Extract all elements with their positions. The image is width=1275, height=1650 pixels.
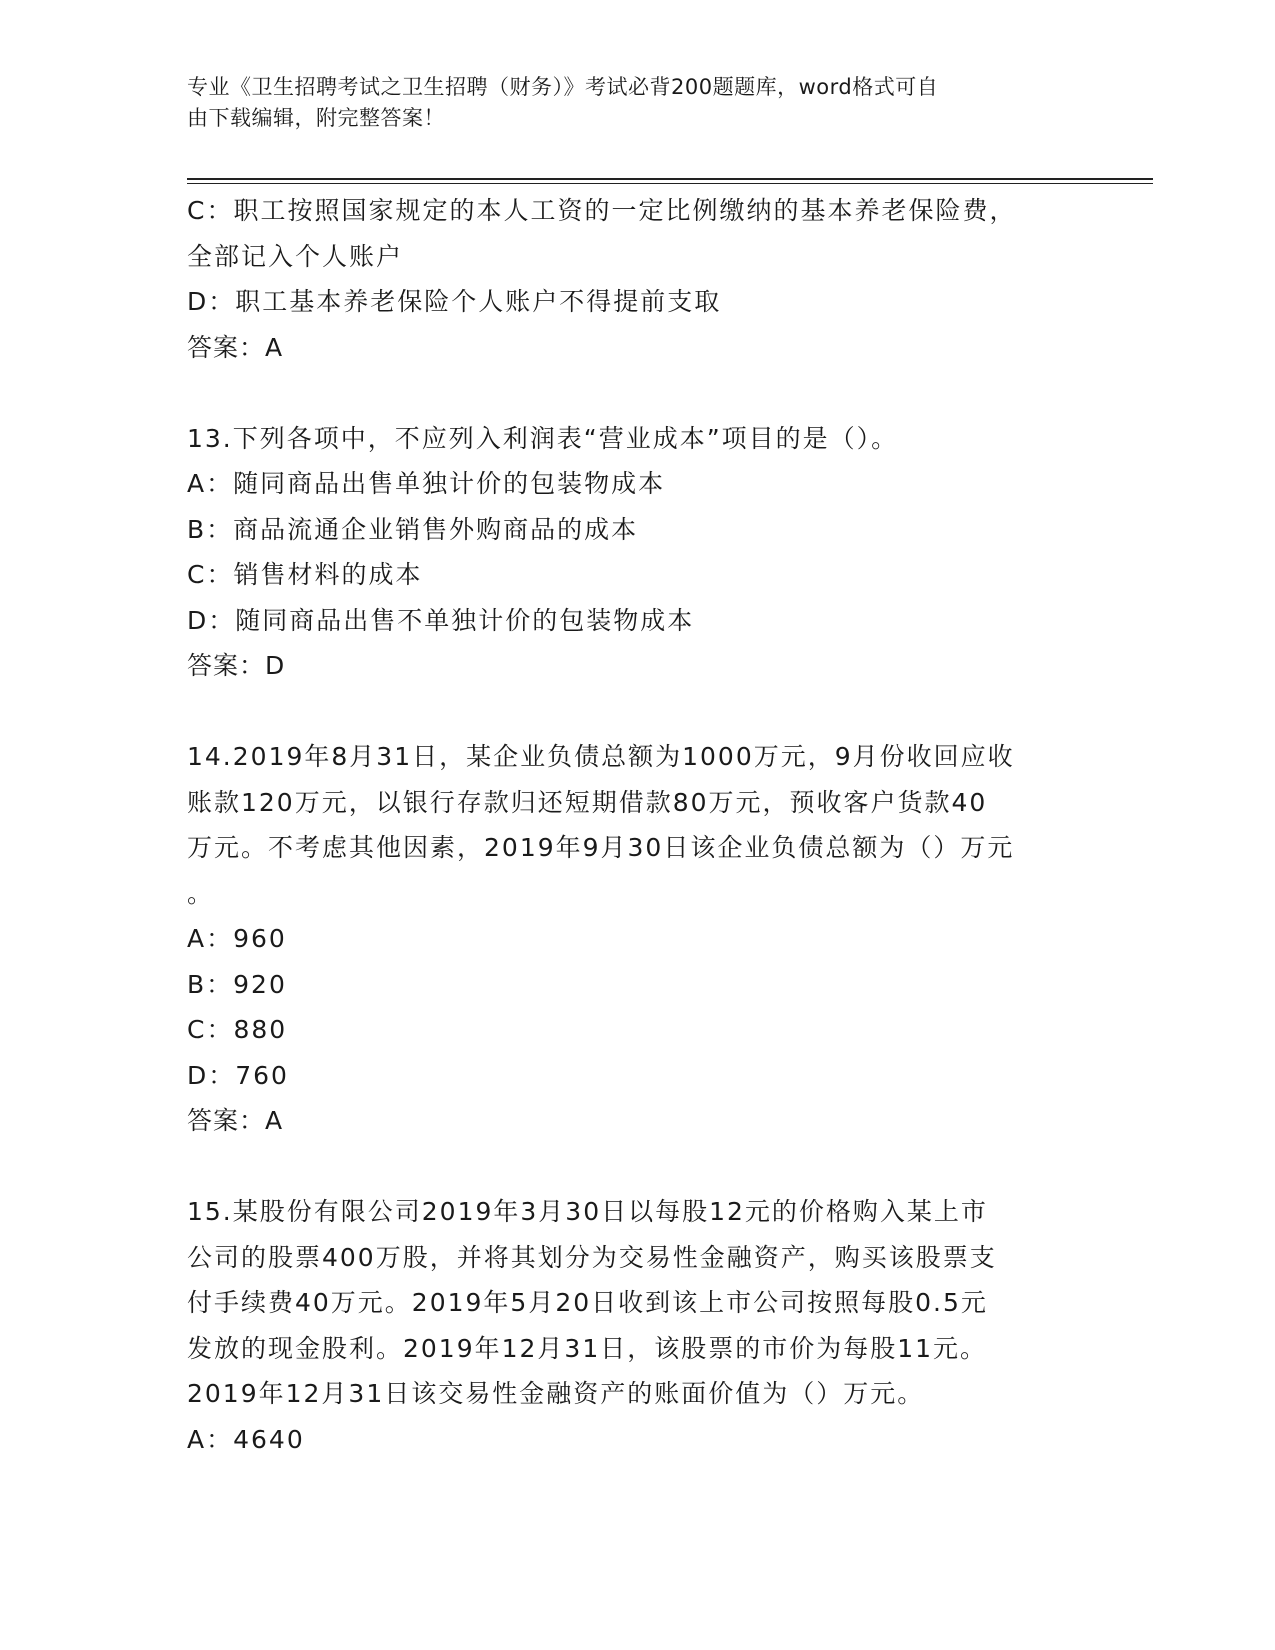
question-14 — [187, 734, 1087, 1144]
header-divider-thin — [187, 183, 1153, 184]
header-divider-thick — [187, 178, 1153, 180]
answer: 答案：A — [187, 332, 284, 362]
option-c: C：880 — [187, 1015, 288, 1044]
question-stem-line-4: 。 — [187, 878, 215, 908]
answer: 答案：D — [187, 651, 286, 680]
option-b: B：920 — [187, 969, 287, 999]
question-13 — [187, 416, 1087, 689]
question-stem-line-1: 15.某股份有限公司2019年3月30日以每股12元的价格购入某上市 — [187, 1197, 988, 1226]
spacer — [187, 370, 1087, 416]
option-b: B：商品流通企业销售外购商品的成本 — [187, 514, 639, 544]
option-a: A：4640 — [187, 1424, 305, 1454]
header-line-2: 由下载编辑，附完整答案！ — [187, 106, 445, 130]
question-stem-line-2: 账款120万元，以银行存款归还短期借款80万元，预收客户货款40 — [187, 787, 988, 817]
question-stem: 13.下列各项中，不应列入利润表“营业成本”项目的是（）。 — [187, 423, 899, 453]
question-stem-line-3: 万元。不考虑其他因素，2019年9月30日该企业负债总额为（）万元 — [187, 833, 1015, 862]
option-a: A：960 — [187, 924, 287, 953]
question-15 — [187, 1189, 1087, 1462]
document-body — [187, 188, 1087, 1462]
spacer — [187, 1144, 1087, 1190]
option-a: A：随同商品出售单独计价的包装物成本 — [187, 469, 666, 498]
question-stem-line-2: 公司的股票400万股，并将其划分为交易性金融资产，购买该股票支 — [187, 1242, 997, 1272]
question-stem-line-5: 2019年12月31日该交易性金融资产的账面价值为（）万元。 — [187, 1379, 925, 1408]
option-c-line-1: C：职工按照国家规定的本人工资的一定比例缴纳的基本养老保险费， — [187, 196, 1017, 225]
document-header — [187, 72, 1067, 134]
option-d: D：随同商品出售不单独计价的包装物成本 — [187, 605, 695, 635]
option-c-line-2: 全部记入个人账户 — [187, 241, 404, 271]
answer: 答案：A — [187, 1106, 284, 1135]
spacer — [187, 689, 1087, 735]
option-d: D：职工基本养老保险个人账户不得提前支取 — [187, 287, 722, 316]
previous-question — [187, 188, 1087, 370]
question-stem-line-1: 14.2019年8月31日，某企业负债总额为1000万元，9月份收回应收 — [187, 742, 1015, 771]
question-stem-line-4: 发放的现金股利。2019年12月31日，该股票的市价为每股11元。 — [187, 1333, 988, 1363]
question-stem-line-3: 付手续费40万元。2019年5月20日收到该上市公司按照每股0.5元 — [187, 1288, 988, 1317]
option-c: C：销售材料的成本 — [187, 560, 423, 589]
header-line-1: 专业《卫生招聘考试之卫生招聘（财务）》考试必背200题题库，word格式可自 — [187, 75, 939, 99]
option-d: D：760 — [187, 1060, 289, 1090]
